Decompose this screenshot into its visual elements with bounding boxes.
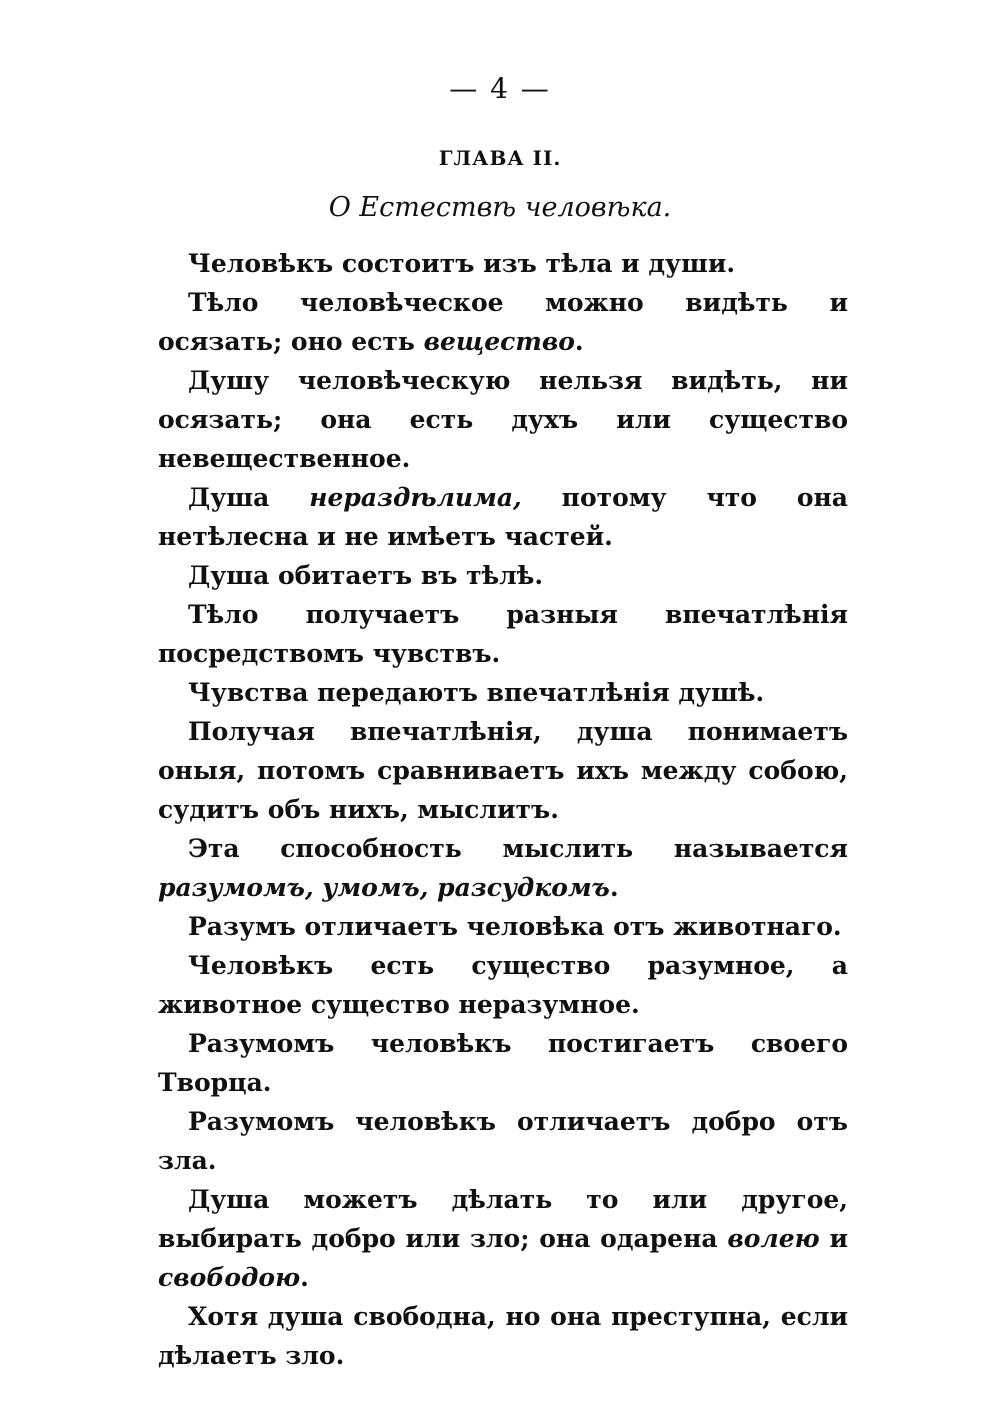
paragraph [158,244,848,283]
paragraph [158,595,848,673]
paragraph [158,1102,848,1180]
text-run: Душа обитаетъ въ тѣлѣ. [188,561,544,590]
italic-term: разумомъ, умомъ, разсудкомъ [158,873,610,902]
page-body [158,244,848,1375]
paragraph [158,712,848,829]
paragraph [158,556,848,595]
page-number: — 4 — [449,72,551,105]
text-run: Получая впечатлѣнія, душа понимаетъ оныя, потомъ сравниваетъ ихъ между собою, судитъ объ нихъ, мыслитъ. [158,717,848,824]
text-run: Душу человѣческую нельзя видѣть, ни осязать; она есть духъ или существо невещественное. [158,366,848,473]
paragraph [158,1180,848,1297]
text-run: Тѣло получаетъ разныя впечатлѣнія посредствомъ чувствъ. [158,600,848,668]
text-run: . [300,1263,309,1292]
paragraph [158,478,848,556]
italic-term: свободою [158,1263,301,1292]
text-run: Разумомъ человѣкъ постигаетъ своего Творца. [158,1029,848,1097]
text-run: Разумомъ человѣкъ отличаетъ добро отъ зла. [158,1107,848,1175]
text-run: Тѣло человѣческое можно видѣть и осязать; оно есть [158,288,848,356]
text-run: потому что она нетѣлесна и не имѣетъ частей. [158,483,848,551]
italic-term: вещество [423,327,575,356]
paragraph [158,361,848,478]
text-run: и [819,1224,848,1253]
italic-term: нераздѣлима, [309,483,522,512]
text-run: Душа [188,483,310,512]
paragraph [158,1024,848,1102]
paragraph [158,1297,848,1375]
text-run: Хотя душа свободна, но она преступна, если дѣлаетъ зло. [158,1302,848,1370]
paragraph [158,829,848,907]
text-run: . [574,327,584,356]
text-run: . [609,873,619,902]
paragraph [158,946,848,1024]
paragraph [158,907,848,946]
text-run: Человѣкъ состоитъ изъ тѣла и души. [188,249,736,278]
italic-term: волею [727,1224,820,1253]
text-run: Эта способность мыслить называется [188,834,848,863]
chapter-heading: ГЛАВА II. [438,146,562,170]
text-run: Человѣкъ есть существо разумное, а животное существо неразумное. [158,951,848,1019]
chapter-subtitle: О Естествѣ человѣка. [328,192,672,223]
text-run: Душа можетъ дѣлать то или другое, выбирать добро или зло; она одарена [158,1185,848,1253]
text-run: Разумъ отличаетъ человѣка отъ животнаго. [188,912,842,941]
paragraph [158,283,848,361]
paragraph [158,673,848,712]
text-run: Чувства передаютъ впечатлѣнія душѣ. [188,678,765,707]
